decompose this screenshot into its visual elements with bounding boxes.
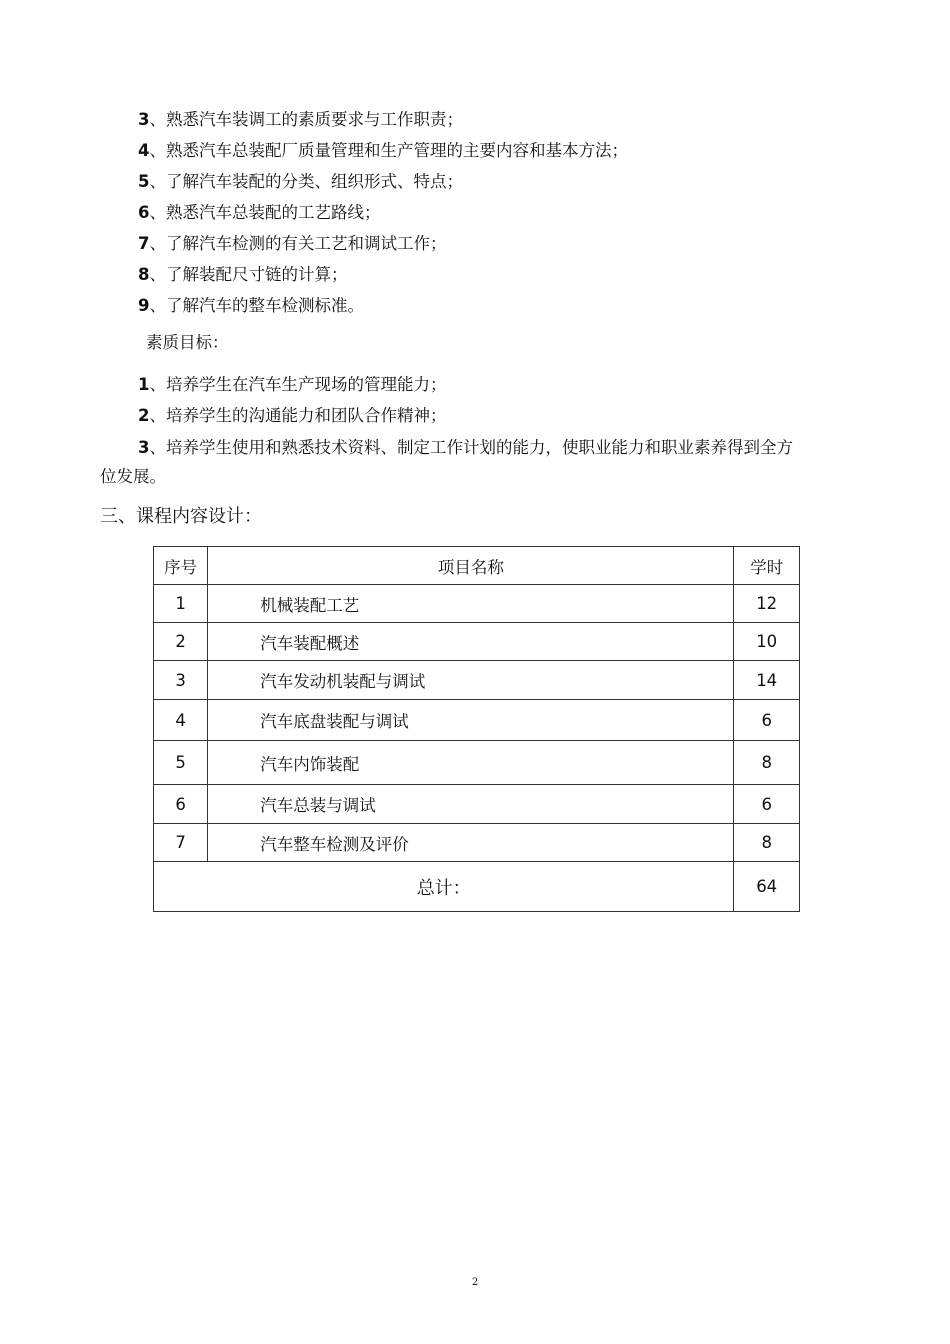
course-table xyxy=(153,546,800,912)
row-hours: 14 xyxy=(734,661,800,700)
row-hours: 12 xyxy=(734,585,800,623)
header-index: 序号 xyxy=(154,547,208,585)
row-index: 7 xyxy=(154,824,208,862)
page-number: 2 xyxy=(471,1277,479,1288)
header-hours: 学时 xyxy=(734,547,800,585)
row-index: 5 xyxy=(154,741,208,785)
row-index: 1 xyxy=(154,585,208,623)
list-item: 1、培养学生在汽车生产现场的管理能力； xyxy=(138,375,447,394)
row-index: 2 xyxy=(154,623,208,661)
table-row xyxy=(154,741,800,785)
list-item: 7、了解汽车检测的有关工艺和调试工作； xyxy=(138,234,447,253)
table-total-row xyxy=(154,862,800,912)
table-row xyxy=(154,661,800,700)
list-item: 4、熟悉汽车总装配厂质量管理和生产管理的主要内容和基本方法； xyxy=(138,141,628,160)
row-name: 汽车装配概述 xyxy=(208,623,734,661)
header-name: 项目名称 xyxy=(208,547,734,585)
list-item: 6、熟悉汽车总装配的工艺路线； xyxy=(138,203,381,222)
row-hours: 8 xyxy=(734,741,800,785)
table-row xyxy=(154,623,800,661)
row-name: 机械装配工艺 xyxy=(208,585,734,623)
list-item-continuation: 位发展。 xyxy=(100,467,166,486)
table-row xyxy=(154,585,800,623)
row-hours: 8 xyxy=(734,824,800,862)
list-item: 2、培养学生的沟通能力和团队合作精神； xyxy=(138,406,447,425)
row-hours: 10 xyxy=(734,623,800,661)
table-header-row xyxy=(154,547,800,585)
row-name: 汽车总装与调试 xyxy=(208,785,734,824)
row-index: 6 xyxy=(154,785,208,824)
list-item: 8、了解装配尺寸链的计算； xyxy=(138,265,348,284)
table-row xyxy=(154,700,800,741)
total-label: 总计： xyxy=(154,862,734,912)
list-item: 3、培养学生使用和熟悉技术资料、制定工作计划的能力，使职业能力和职业素养得到全方 xyxy=(138,438,793,457)
list-item: 3、熟悉汽车装调工的素质要求与工作职责； xyxy=(138,110,463,129)
quality-heading: 素质目标： xyxy=(146,333,229,352)
row-name: 汽车发动机装配与调试 xyxy=(208,661,734,700)
row-index: 4 xyxy=(154,700,208,741)
row-index: 3 xyxy=(154,661,208,700)
total-hours: 64 xyxy=(734,862,800,912)
row-name: 汽车内饰装配 xyxy=(208,741,734,785)
list-item: 9、了解汽车的整车检测标准。 xyxy=(138,296,364,315)
table-row xyxy=(154,785,800,824)
list-item: 5、了解汽车装配的分类、组织形式、特点； xyxy=(138,172,463,191)
section-heading: 三、课程内容设计： xyxy=(100,506,262,527)
row-name: 汽车整车检测及评价 xyxy=(208,824,734,862)
row-name: 汽车底盘装配与调试 xyxy=(208,700,734,741)
row-hours: 6 xyxy=(734,700,800,741)
row-hours: 6 xyxy=(734,785,800,824)
table-row xyxy=(154,824,800,862)
